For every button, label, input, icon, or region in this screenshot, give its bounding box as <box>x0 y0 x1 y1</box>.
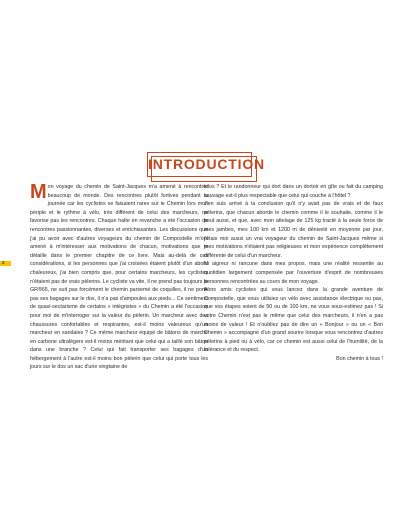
page-edge-marker <box>0 261 11 266</box>
left-text-column <box>30 183 208 372</box>
sign-off: Bon chemin à tous ! <box>336 355 383 362</box>
paragraph-intro-text: on voyage du chemin de Saint-Jacques m'a amené à rencontrer beaucoup de monde. Des rencontres plutôt furtives pendant la journée car les cyclistes se faisaient rares sur le Chemin lors mon périple et le rythme à vélo, très différent de celui des marcheurs, ne favorise pas les rencontres. Chaque halte en revanche a été l'occasion de rencontres passionnantes, diverses et enrichissantes. Les discussions que j'ai pu avoir avec d'autres voyageurs du chemin de Compostelle m'ont amené à m'intéresser aux motivations de chacun, motivations que je détaille dans le premier chapitre de ce livre. Mais au-delà de ces considérations, si les personnes que j'ai croisées étaient plutôt d'un abord chaleureux, j'ai bien compris que, pour certains marcheurs, les cyclistes n'étaient pas de vrais pèlerins. Le cycliste va vite, il ne prend pas toujours le GR®65, ne suit pas forcément le chemin parsemé de coquilles, il ne porte pas ses bagages sur le dos, il n'a pas d'ampoules aux pieds... Ce sentiment de quasi-sectarisme de certains « intégristes » du Chemin a été l'occasion pour moi de m'interroger sur la valeur du pèlerin. Un marcheur avec des chaussures confortables et respirantes, est-il moins valeureux qu'un marcheur en sandales ? Ce même marcheur équipé de bâtons de marche en carbone ultralégers est-il moins méritant que celui qui a taillé son bâton dans une branche ? Celui qui fait transporter ses bagages d'un hébergement à l'autre est-il moins bon pèlerin que celui qui porte tous les jours sur le dos un sac d'une vingtaine de <box>30 184 208 371</box>
paragraph: Alors amis cyclistes qui vous lancez dans la grande aventure de Compostelle, que vous utilisiez un vélo avec assistance électrique ou pas, que vos étapes soient de 50 ou de 100 km, ne vous sous-estimez pas ! Si votre Chemin n'est pas le même que celui des marcheurs, il n'en a pas moins de valeur ! Et n'oubliez pas de dire un « Bonjour » ou un « Bon Chemin » accompagné d'un grand sourire lorsque vous rencontrez d'autres pèlerins à pied ou à vélo, car ce chemin est aussi celui de l'humilité, de la tolérance et du respect. <box>204 287 383 354</box>
paragraph: kilos ? Et le randonneur qui dort dans un dortoir en gîte ou fait du camping sauvage est-il plus respectable que celui qui couche à l'hôtel ? <box>204 184 383 199</box>
paragraph: J'en suis arrivé à la conclusion qu'il n'y avait pas de vrais et de faux pèlerins, que chacun aborde le chemin comme il le souhaite, comme il le peut aussi, et que, avec mon attelage de 125 kg tracté à la seule force de mes jambes, mes 100 km et 1200 m de dénivelé en moyenne par jour, j'étais moi aussi un vrai voyageur du chemin de Saint-Jacques même si mes motivations n'étaient pas religieuses et mon expérience complètement différente de celui d'un marcheur. <box>204 201 383 259</box>
section-title: INTRODUCTION <box>148 156 265 172</box>
paragraph: Ni aigreur ni rancune dans mes propos, mais une réalité ressentie au quotidien largement compensée par l'ouverture d'esprit de nombreuses personnes rencontrées au cours de mon voyage. <box>204 261 383 285</box>
drop-cap: M <box>30 181 47 203</box>
right-text-column <box>204 183 383 363</box>
section-title-frame <box>147 152 265 177</box>
page-marker-number: 2 <box>2 260 5 265</box>
paragraph-intro <box>30 183 208 372</box>
